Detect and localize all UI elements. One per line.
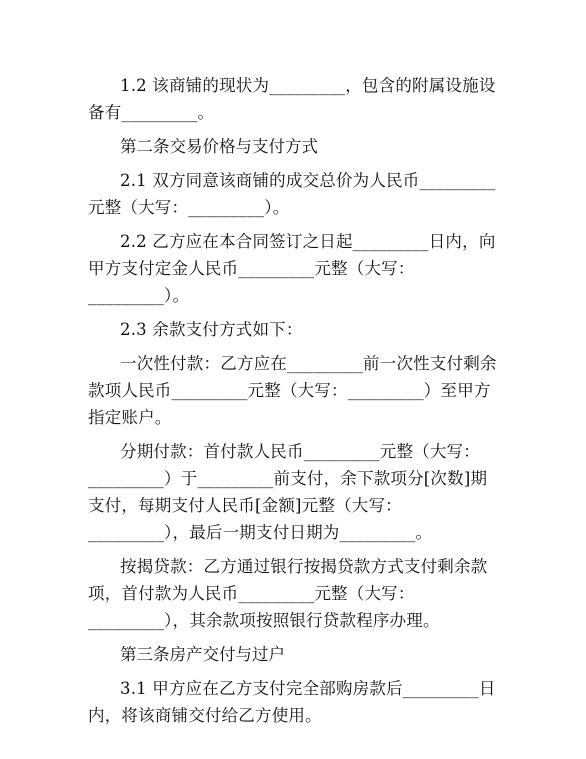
clause-2-1: 2.1 双方同意该商铺的成交总价为人民币_________元整（大写：_________）。: [88, 171, 496, 217]
clause-1-2: 1.2 该商铺的现状为_________，包含的附属设施设备有_________。: [88, 76, 496, 122]
clause-3-1: 3.1 甲方应在乙方支付完全部购房款后_________日内，将该商铺交付给乙方使用。: [88, 679, 496, 725]
payment-lump-sum: 一次性付款：乙方应在_________前一次性支付剩余款项人民币_________元整（大写：_________）至甲方指定账户。: [88, 354, 497, 427]
payment-installment: 分期付款：首付款人民币_________元整（大写：_________）于_________前支付，余下款项分[次数]期支付，每期支付人民币[金额]元整（大写：_________），最后一期支付日期为_________。: [88, 442, 488, 542]
payment-mortgage: 按揭贷款：乙方通过银行按揭贷款方式支付剩余款项，首付款为人民币_________元整（大写：_________），其余款项按照银行贷款程序办理。: [88, 557, 488, 630]
clause-2-2: 2.2 乙方应在本合同签订之日起_________日内，向甲方支付定金人民币_________元整（大写：_________）。: [88, 232, 496, 305]
clause-2-3: 2.3 余款支付方式如下：: [120, 320, 303, 339]
article-3-heading: 第三条房产交付与过户: [120, 645, 285, 664]
document-page: [88, 72, 498, 729]
article-2-heading: 第二条交易价格与支付方式: [120, 137, 318, 156]
